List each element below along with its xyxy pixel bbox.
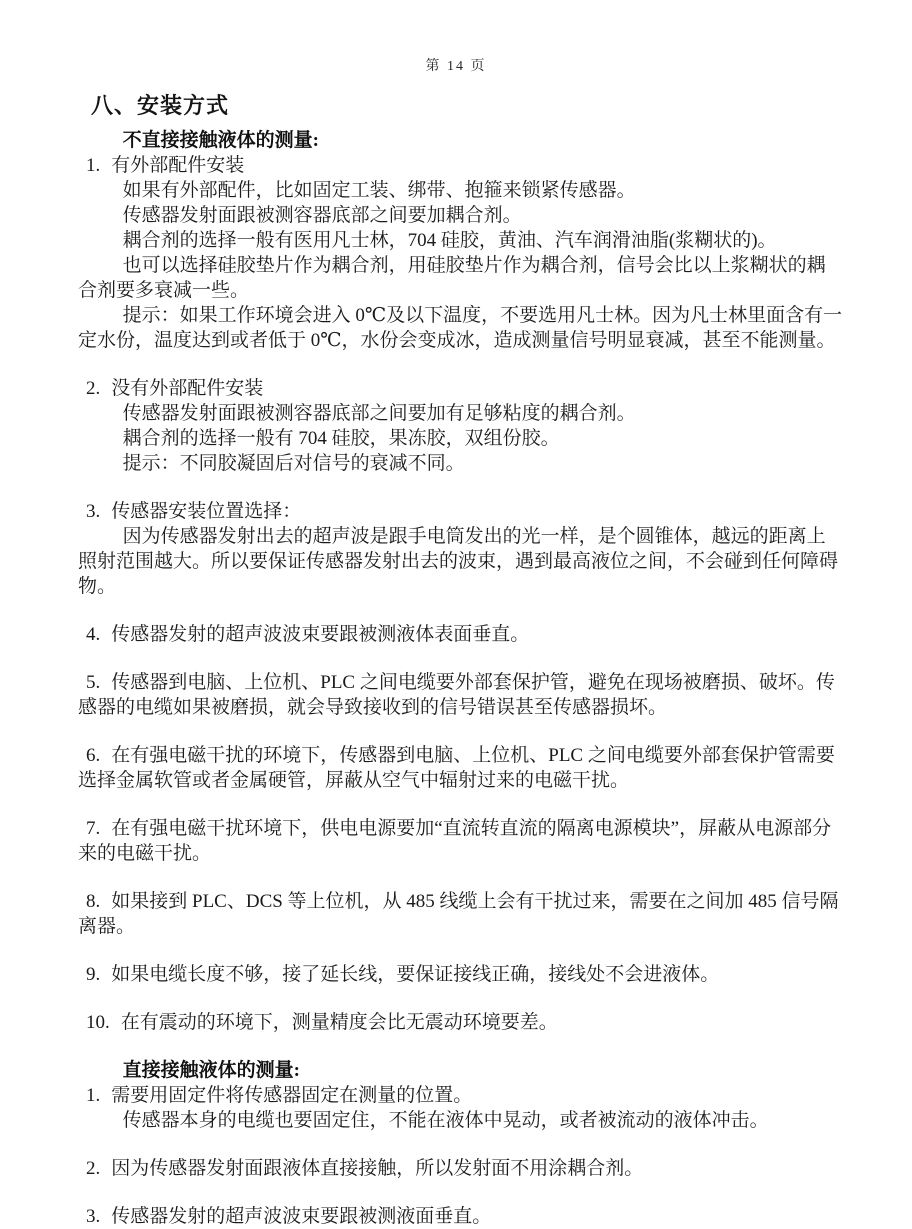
list-item [78, 1204, 844, 1229]
list-item-number: 10. [86, 1012, 110, 1033]
list-item-number: 3. [86, 501, 101, 522]
list-item-paragraph: 传感器发射面跟被测容器底部之间要加耦合剂。 [122, 205, 522, 226]
list-item [78, 1083, 844, 1133]
list-item-paragraph: 如果有外部配件，比如固定工装、绑带、抱箍来锁紧传感器。 [122, 180, 636, 201]
list-item-line [78, 889, 844, 939]
page-content [0, 90, 912, 1229]
list-item-paragraph: 提示：不同胶凝固后对信号的衰减不同。 [122, 453, 465, 474]
list-item-number: 6. [86, 745, 101, 766]
list-item [78, 889, 844, 939]
list-item-text: 因为传感器发射面跟液体直接接触，所以发射面不用涂耦合剂。 [111, 1158, 644, 1179]
list-item-text: 传感器安装位置选择： [111, 501, 302, 522]
list-item-text: 传感器发射的超声波波束要跟被测液体表面垂直。 [111, 624, 530, 645]
list-item-line [78, 1156, 844, 1181]
list-item-line [78, 1204, 844, 1229]
list-item-paragraph: 耦合剂的选择一般有医用凡士林，704 硅胶，黄油、汽车润滑油脂(浆糊状的)。 [122, 230, 777, 251]
list-item-line [78, 499, 844, 524]
list-item-number: 5. [86, 672, 101, 693]
list-item-text: 如果电缆长度不够，接了延长线，要保证接线正确，接线处不会进液体。 [111, 964, 720, 985]
list-item-number: 1. [86, 1085, 101, 1106]
list-item-number: 4. [86, 624, 101, 645]
list-item-paragraph: 因为传感器发射出去的超声波是跟手电筒发出的光一样，是个圆锥体，越远的距离上照射范围越大。所以要保证传感器发射出去的波束，遇到最高液位之间，不会碰到任何障碍物。 [78, 526, 839, 597]
list-item-text: 需要用固定件将传感器固定在测量的位置。 [111, 1085, 473, 1106]
list-item-line [78, 1083, 844, 1108]
list-item-line [78, 670, 844, 720]
list-item-text: 没有外部配件安装 [111, 378, 264, 399]
section-heading-direct: 直接接触液体的测量: [122, 1060, 300, 1081]
list-item-line [78, 622, 844, 647]
list-item-number: 2. [86, 378, 101, 399]
list-item-paragraph: 传感器发射面跟被测容器底部之间要加有足够粘度的耦合剂。 [122, 403, 636, 424]
section-heading-indirect: 不直接接触液体的测量: [122, 130, 319, 151]
list-item-text: 传感器到电脑、上位机、PLC 之间电缆要外部套保护管，避免在现场被磨损、破坏。传感器的电缆如果被磨损，就会导致接收到的信号错误甚至传感器损坏。 [78, 672, 835, 718]
list-item-text: 在有震动的环境下，测量精度会比无震动环境要差。 [120, 1012, 558, 1033]
list-item-paragraph: 提示：如果工作环境会进入 0℃及以下温度，不要选用凡士林。因为凡士林里面含有一定水份，温度达到或者低于 0℃，水份会变成冰，造成测量信号明显衰减，甚至不能测量。 [78, 305, 843, 351]
list-item-line [78, 816, 844, 866]
list-item [78, 670, 844, 720]
list-item-paragraph: 耦合剂的选择一般有 704 硅胶，果冻胶，双组份胶。 [122, 428, 560, 449]
list-item [78, 376, 844, 476]
list-item-number: 3. [86, 1206, 101, 1227]
page-number: 第 14 页 [425, 59, 487, 74]
list-item-number: 8. [86, 891, 101, 912]
list-item-text: 在有强电磁干扰环境下，供电电源要加“直流转直流的隔离电源模块”，屏蔽从电源部分来的电磁干扰。 [78, 818, 832, 864]
list-item-line [78, 376, 844, 401]
page-title: 八、安装方式 [91, 93, 230, 118]
list-item-line [78, 1010, 844, 1035]
list-item [78, 962, 844, 987]
list-item-line [78, 153, 844, 178]
list-item-line [78, 743, 844, 793]
list-item [78, 743, 844, 793]
list-item [78, 816, 844, 866]
list-item-number: 1. [86, 155, 101, 176]
list-item-number: 7. [86, 818, 101, 839]
list-item-text: 有外部配件安装 [111, 155, 245, 176]
list-item [78, 1156, 844, 1181]
list-item [78, 153, 844, 353]
list-item-line [78, 962, 844, 987]
list-item-number: 2. [86, 1158, 101, 1179]
list-item-text: 传感器发射的超声波波束要跟被测液面垂直。 [111, 1206, 492, 1227]
list-item [78, 499, 844, 599]
list-item [78, 1010, 844, 1035]
list-item [78, 622, 844, 647]
list-item-paragraph: 传感器本身的电缆也要固定住，不能在液体中晃动，或者被流动的液体冲击。 [122, 1110, 769, 1131]
list-item-text: 如果接到 PLC、DCS 等上位机，从 485 线缆上会有干扰过来，需要在之间加 485 信号隔离器。 [78, 891, 839, 937]
list-item-text: 在有强电磁干扰的环境下，传感器到电脑、上位机、PLC 之间电缆要外部套保护管需要选择金属软管或者金属硬管，屏蔽从空气中辐射过来的电磁干扰。 [78, 745, 835, 791]
list-item-number: 9. [86, 964, 101, 985]
list-item-paragraph: 也可以选择硅胶垫片作为耦合剂，用硅胶垫片作为耦合剂，信号会比以上浆糊状的耦合剂要多衰减一些。 [78, 255, 826, 301]
